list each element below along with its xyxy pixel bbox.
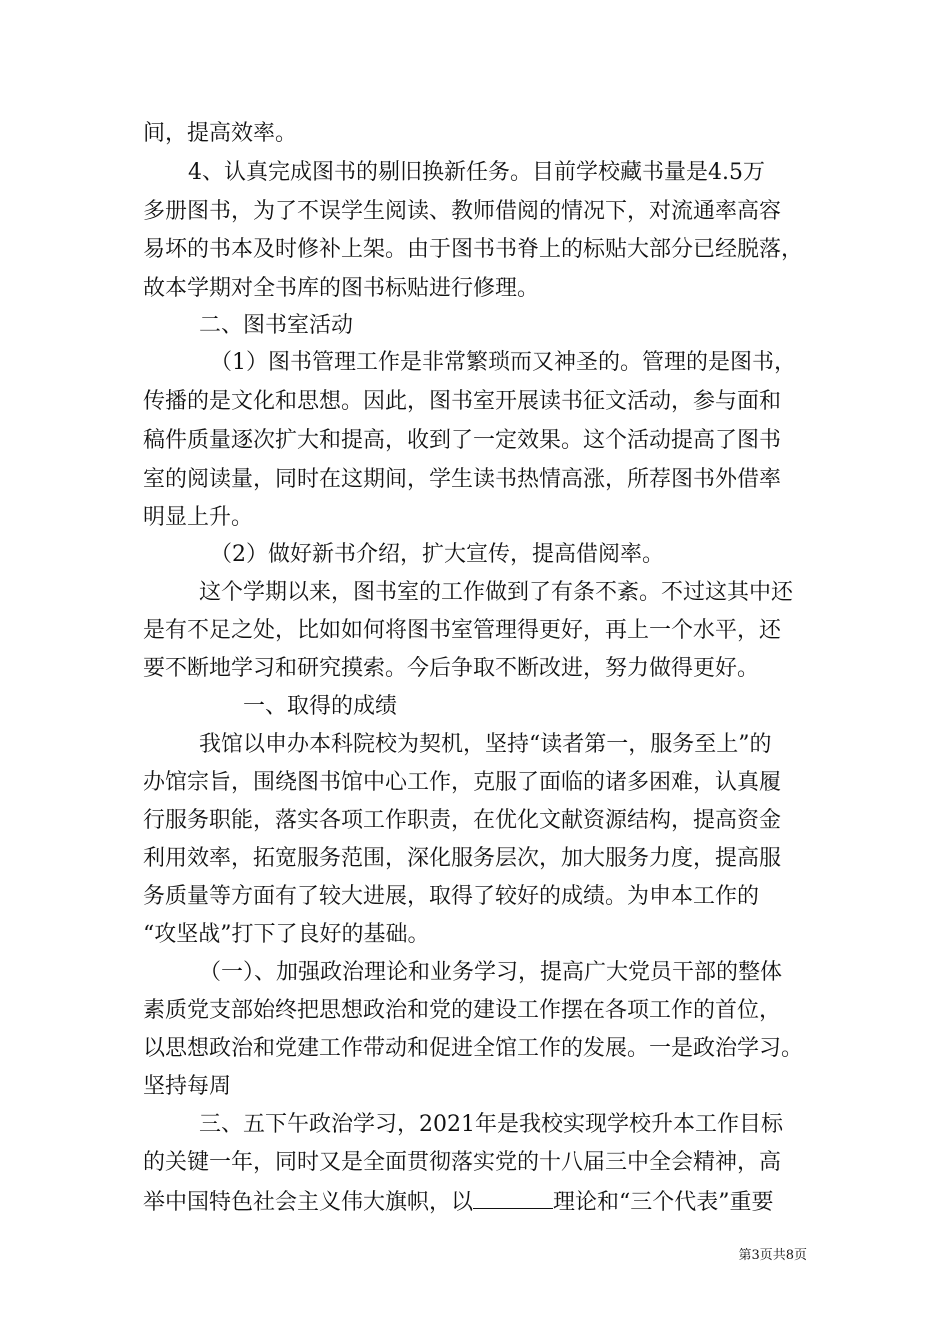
section-heading-activities: 二、图书室活动	[199, 313, 354, 338]
text-line-4: 易坏的书本及时修补上架。由于图书书脊上的标贴大部分已经脱落，	[143, 237, 804, 262]
text-line-23: （一）、加强政治理论和业务学习，提高广大党员干部的整体	[199, 960, 783, 985]
section-heading-achievements: 一、取得的成绩	[243, 694, 398, 719]
fill-in-blank	[473, 1188, 553, 1209]
text-line-2: 4、认真完成图书的剔旧换新任务。目前学校藏书量是4.5万	[188, 160, 765, 185]
text-line-28: 的关键一年，同时又是全面贯彻落实党的十八届三中全会精神，高	[143, 1150, 782, 1175]
text-line-9: 稿件质量逐次扩大和提高，收到了一定效果。这个活动提高了图书	[143, 428, 782, 453]
text-line-13: 这个学期以来，图书室的工作做到了有条不紊。不过这其中还	[199, 580, 794, 605]
page-number-footer: 第3页共8页	[738, 1248, 807, 1263]
text-line-20: 利用效率，拓宽服务范围，深化服务层次，加大服务力度，提高服	[143, 846, 782, 871]
text-line-18: 办馆宗旨，围绕图书馆中心工作，克服了面临的诸多困难，认真履	[143, 770, 782, 795]
text-line-19: 行服务职能，落实各项工作职责，在优化文献资源结构，提高资金	[143, 808, 782, 833]
text-line-10: 室的阅读量，同时在这期间，学生读书热情高涨，所荐图书外借率	[143, 467, 782, 492]
text-line-15: 要不断地学习和研究摸索。今后争取不断改进，努力做得更好。	[143, 656, 760, 681]
text-line-7: （1）图书管理工作是非常繁琐而又神圣的。管理的是图书，	[210, 350, 796, 375]
text-line-11: 明显上升。	[143, 505, 254, 530]
text-line-25: 以思想政治和党建工作带动和促进全馆工作的发展。一是政治学习。	[143, 1036, 804, 1061]
text-line-3: 多册图书，为了不误学生阅读、教师借阅的情况下，对流通率高容	[143, 199, 782, 224]
text-line-14: 是有不足之处，比如如何将图书室管理得更好，再上一个水平，还	[143, 618, 782, 643]
text-line-29-tail: 理论和“三个代表”重要	[553, 1190, 774, 1215]
text-line-12: （2）做好新书介绍，扩大宣传，提高借阅率。	[210, 542, 664, 567]
text-line-17: 我馆以申办本科院校为契机，坚持“读者第一，服务至上”的	[199, 732, 772, 757]
text-line-21: 务质量等方面有了较大进展，取得了较好的成绩。为申本工作的	[143, 884, 760, 909]
text-line-5: 故本学期对全书库的图书标贴进行修理。	[143, 276, 540, 301]
text-line-29	[143, 1188, 774, 1216]
text-line-22: “攻坚战”打下了良好的基础。	[143, 922, 430, 947]
text-line-1: 间，提高效率。	[143, 121, 298, 146]
text-line-26: 坚持每周	[143, 1074, 232, 1099]
text-line-24: 素质党支部始终把思想政治和党的建设工作摆在各项工作的首位，	[143, 998, 782, 1023]
text-line-27: 三、五下午政治学习，2021年是我校实现学校升本工作目标	[199, 1112, 783, 1137]
text-line-8: 传播的是文化和思想。因此，图书室开展读书征文活动，参与面和	[143, 389, 782, 414]
text-line-29-head: 举中国特色社会主义伟大旗帜，以	[143, 1190, 474, 1215]
